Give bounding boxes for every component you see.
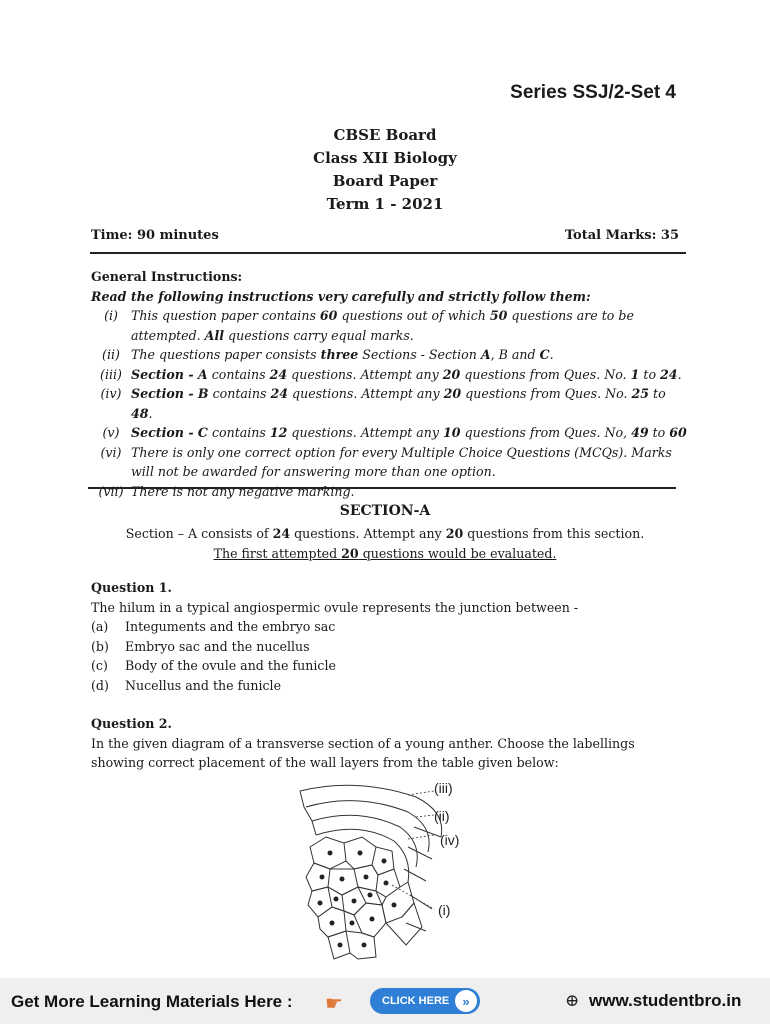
instruction-text: Section - C contains 12 questions. Attempt any 10 questions from Ques. No, 49 to 60 [131,425,687,440]
series-label: Series SSJ/2-Set 4 [510,82,676,103]
label-iv: (iv) [440,832,460,848]
paper-type: Board Paper [332,172,438,190]
instruction-number: (vii) [98,483,124,499]
instruction-number: (ii) [102,347,120,362]
option-label: (d) [91,677,109,693]
label-iii: (iii) [434,780,453,796]
instruction-text: There is only one correct option for every Multiple Choice Questions (MCQs). Marks will not be awarded for answering more than one option. [131,444,672,479]
double-chevron-right-icon: » [455,990,477,1012]
instruction-item [91,443,691,482]
instructions-heading: General Instructions: [91,269,243,284]
instruction-text: This question paper contains 60 questions out of which 50 questions are to be attempted. All questions carry equal marks. [131,308,634,343]
option-item [91,637,578,657]
instruction-number: (i) [104,308,118,323]
option-text: Body of the ovule and the funicle [125,658,336,673]
instruction-number: (iii) [100,366,122,382]
instruction-text: The questions paper consists three Sections - Section A, B and C. [131,347,554,362]
option-label: (c) [91,658,108,673]
board-name: CBSE Board [333,126,437,144]
question-2 [91,714,691,773]
option-text: Integuments and the embryo sac [125,619,336,634]
instruction-text: Section - B contains 24 questions. Attempt any 20 questions from Ques. No. 25 to 48. [131,386,666,421]
instruction-item [91,423,691,443]
section-a-line1: Section – A consists of 24 questions. Attempt any 20 questions from this section. [125,526,645,541]
instruction-item [91,482,691,502]
label-ii: (ii) [434,808,450,824]
term-name: Term 1 - 2021 [326,195,444,213]
instruction-text: Section - A contains 24 questions. Attempt any 20 questions from Ques. No. 1 to 24. [131,366,682,382]
website-link[interactable]: www.studentbro.in [589,991,742,1010]
instruction-item [91,345,691,365]
instruction-number: (v) [102,425,120,440]
pointing-hand-icon: ☛ [325,991,343,1015]
option-item [91,656,578,676]
instruction-item [91,365,691,385]
globe-icon: ⊕ [565,991,580,1011]
label-i: (i) [438,902,451,918]
general-instructions [91,267,691,501]
section-a-title: SECTION-A [339,503,431,519]
divider [88,487,676,489]
paper-title [0,124,770,216]
instruction-item [91,306,691,345]
question-text: The hilum in a typical angiospermic ovule represents the junction between - [91,599,579,615]
instructions-list [91,306,691,501]
anther-section-drawing [296,777,486,967]
option-text: Nucellus and the funicle [125,677,282,693]
option-label: (b) [91,638,109,654]
question-1 [91,578,578,695]
click-here-label: CLICK HERE [382,995,450,1007]
class-name: Class XII Biology [313,149,457,167]
anther-diagram [296,777,486,971]
marks-label: Total Marks: 35 [564,228,679,243]
instruction-item [91,384,691,423]
footer-text: Get More Learning Materials Here : [11,992,293,1011]
question-heading: Question 1. [91,580,172,595]
option-item [91,676,578,696]
click-here-button[interactable] [370,988,480,1014]
section-a-description [0,524,770,564]
instruction-number: (vi) [100,444,122,460]
instruction-number: (iv) [100,386,122,401]
instructions-subheading: Read the following instructions very carefully and strictly follow them: [91,288,591,304]
option-label: (a) [91,619,109,634]
question-heading: Question 2. [91,716,172,731]
time-label: Time: 90 minutes [91,228,219,243]
question-text: In the given diagram of a transverse section of a young anther. Choose the labellings showing correct placement of the wall layers from the table given below: [91,735,635,770]
option-text: Embryo sac and the nucellus [125,638,310,654]
options-list [91,617,578,695]
divider [90,252,686,254]
section-a-line2: The first attempted 20 questions would be evaluated. [213,546,557,561]
instruction-text: There is not any negative marking. [131,483,355,499]
footer-banner [0,978,770,1024]
option-item [91,617,578,637]
